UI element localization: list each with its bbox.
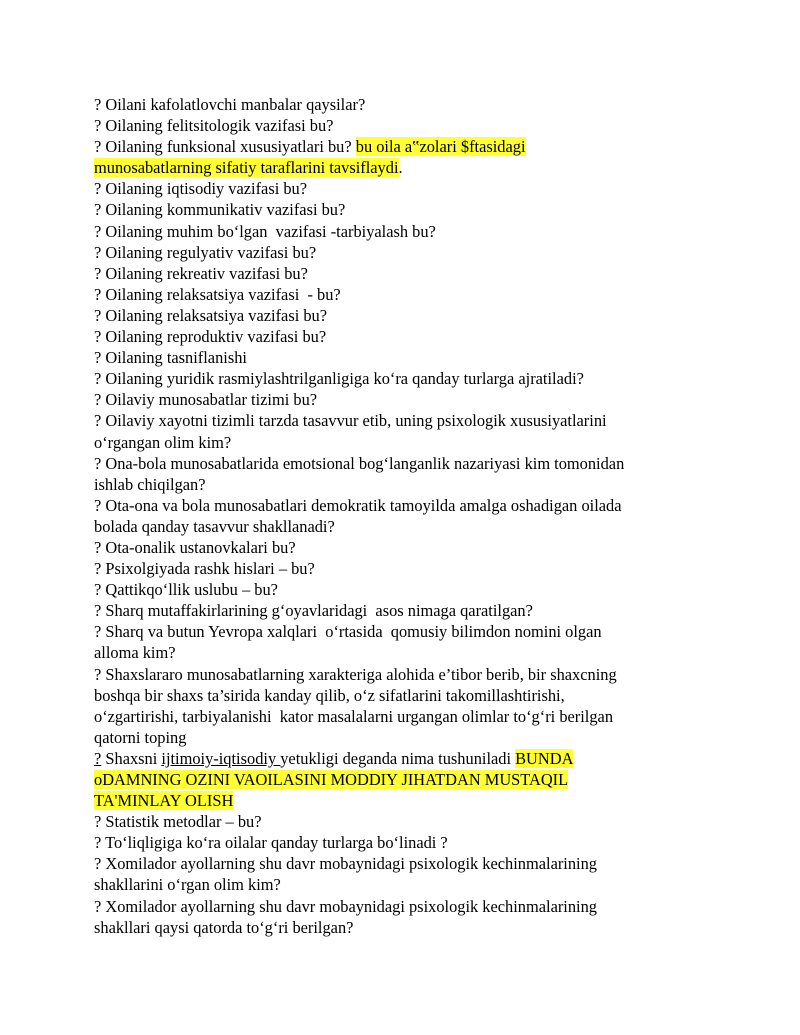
text-line: ? Sharq mutaffakirlarining g‘oyavlaridagi asos nimaga qaratilgan? [94,601,533,621]
text-line: ? Oilaning relaksatsiya vazifasi bu? [94,305,328,325]
text-line: ? Oilaning felitsitologik vazifasi bu? [94,116,334,136]
text-line: qatorni toping [94,727,187,747]
highlighted-answer: oDAMNING OZINI VAOILASINI MODDIY JIHATDAN MUSTAQIL [94,770,569,789]
document-body [94,94,714,938]
text-line [94,769,714,790]
question-text: ? Oilaning funksional xususiyatlari bu? [94,137,356,157]
text-line: ? Ona-bola munosabatlarida emotsional bog‘langanlik nazariyasi kim tomonidan [94,453,625,473]
text-line: bolada qanday tasavvur shakllanadi? [94,516,335,536]
text-line: ? To‘liqligiga ko‘ra oilalar qanday turlarga bo‘linadi ? [94,833,448,853]
text-line: ? Oilaning kommunikativ vazifasi bu? [94,200,346,220]
text-line: ? Shaxslararo munosabatlarning xarakteriga alohida e’tibor berib, bir shaxcning [94,664,617,684]
text-line: ? Oilaviy munosabatlar tizimi bu? [94,390,318,410]
highlighted-answer: TA'MINLAY OLISH [94,791,234,811]
text-line: ? Psixolgiyada rashk hislari – bu? [94,559,315,579]
text-line: ? Oilaning yuridik rasmiylashtrilganligiga ko‘ra qanday turlarga ajratiladi? [94,369,584,389]
highlighted-answer: munosabatlarning sifatiy taraflarini tavsiflaydi [94,158,399,178]
text-line: ? Oilaning rekreativ vazifasi bu? [94,263,308,283]
text-line [94,157,714,178]
text-line: o‘zgartirishi, tarbiyalanishi kator masalalarni urgangan olimlar to‘g‘ri berilgan [94,706,614,726]
text-line: ishlab chiqilgan? [94,474,206,494]
text-line: ? Ota-ona va bola munosabatlari demokratik tamoyilda amalga oshadigan oilada [94,495,622,515]
highlighted-answer: BUNDA [515,748,574,768]
text-line: ? Statistik metodlar – bu? [94,812,262,832]
text-line: ? Oilaning tasniflanishi [94,348,247,368]
text-line: ? Oilani kafolatlovchi manbalar qaysilar? [94,95,366,114]
text-line: ? Sharq va butun Yevropa xalqlari o‘rtasida qomusiy bilimdon nomini olgan [94,622,602,642]
underlined-term: ijtimoiy-iqtisodiy [161,748,281,768]
text-line: o‘rgangan olim kim? [94,432,232,452]
text-line [94,748,714,769]
text-line: ? Xomilador ayollarning shu davr mobaynidagi psixologik kechinmalarining [94,854,597,874]
text-line: shakllarini o‘rgan olim kim? [94,875,281,895]
text-line: ? Oilaning relaksatsiya vazifasi - bu? [94,284,341,304]
question-text: Shaxsni [101,748,162,768]
highlighted-answer: bu oila a‟zolari $ftasidagi [355,137,526,157]
period-text: . [398,158,403,178]
text-line: ? Xomilador ayollarning shu davr mobaynidagi psixologik kechinmalarining [94,896,597,916]
question-mark: ? [94,748,102,768]
text-line: ? Oilaviy xayotni tizimli tarzda tasavvur etib, uning psixologik xususiyatlarini [94,411,607,431]
text-line: ? Oilaning regulyativ vazifasi bu? [94,242,317,262]
text-line: ? Qattikqo‘llik uslubu – bu? [94,580,278,600]
question-text: yetukligi deganda nima tushuniladi [280,748,516,768]
text-line: shakllari qaysi qatorda to‘g‘ri berilgan? [94,917,354,937]
text-line: ? Oilaning reproduktiv vazifasi bu? [94,327,327,347]
text-line: ? Oilaning iqtisodiy vazifasi bu? [94,179,308,199]
text-line [94,136,714,157]
text-line: alloma kim? [94,643,176,663]
text-line: ? Oilaning muhim bo‘lgan vazifasi -tarbiyalash bu? [94,221,436,241]
text-line: ? Ota-onalik ustanovkalari bu? [94,537,296,557]
text-line [94,790,714,811]
text-line: boshqa bir shaxs ta’sirida kanday qilib, o‘z sifatlarini takomillashtirishi, [94,685,565,705]
